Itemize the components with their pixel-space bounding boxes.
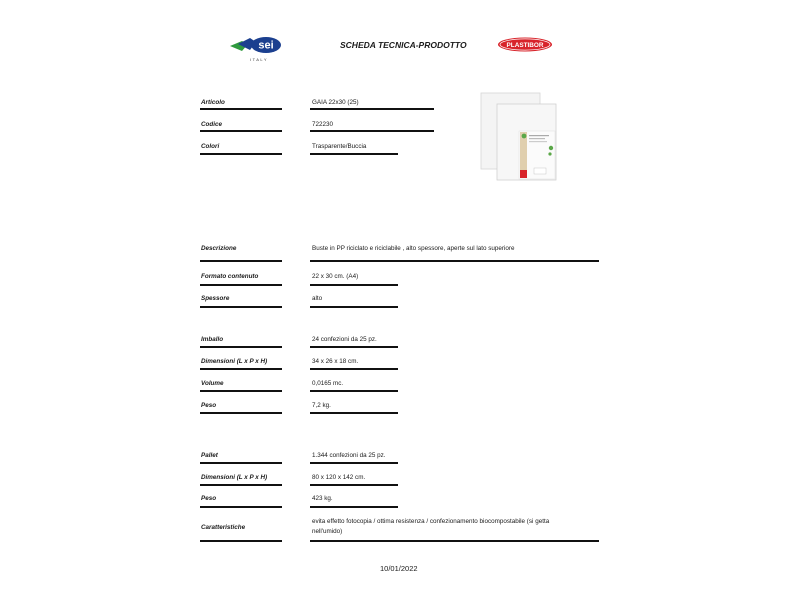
underline-label bbox=[200, 540, 282, 542]
product-image bbox=[476, 90, 560, 182]
value-caratteristiche-line1: evita effetto fotocopia / ottima resistenza / confezionamento biocompostabile (si getta bbox=[312, 518, 550, 525]
sei-logo-text: sei bbox=[258, 39, 274, 52]
label-dimensioni-pallet: Dimensioni (L x P x H) bbox=[201, 474, 268, 481]
underline-label bbox=[200, 153, 282, 155]
underline-value bbox=[310, 506, 398, 508]
underline-label bbox=[200, 368, 282, 370]
document-title: SCHEDA TECNICA-PRODOTTO bbox=[340, 40, 467, 50]
label-peso-pallet: Peso bbox=[201, 495, 217, 502]
label-pallet: Pallet bbox=[201, 452, 218, 459]
label-spessore: Spessore bbox=[201, 295, 230, 302]
underline-label bbox=[200, 284, 282, 286]
underline-value bbox=[310, 412, 398, 414]
label-descrizione: Descrizione bbox=[201, 245, 237, 252]
underline-label bbox=[200, 484, 282, 486]
underline-label bbox=[200, 412, 282, 414]
value-volume: 0,0165 mc. bbox=[312, 380, 344, 387]
underline-value bbox=[310, 540, 599, 542]
value-spessore: alto bbox=[312, 295, 323, 302]
label-volume: Volume bbox=[201, 380, 224, 387]
underline-value bbox=[310, 390, 398, 392]
value-imballo: 24 confezioni da 25 pz. bbox=[312, 336, 377, 343]
underline-label bbox=[200, 506, 282, 508]
sei-italy-text: ITALY bbox=[250, 57, 269, 62]
value-peso-pallet: 423 kg. bbox=[312, 495, 333, 502]
underline-value bbox=[310, 260, 599, 262]
underline-value bbox=[310, 306, 398, 308]
underline-value bbox=[310, 484, 398, 486]
label-colori: Colori bbox=[201, 143, 220, 150]
label-dimensioni-imballo: Dimensioni (L x P x H) bbox=[201, 358, 268, 365]
value-formato-contenuto: 22 x 30 cm. (A4) bbox=[312, 273, 359, 280]
label-formato-contenuto: Formato contenuto bbox=[201, 273, 259, 280]
underline-value bbox=[310, 462, 398, 464]
value-colori: Trasparente/Buccia bbox=[312, 143, 367, 150]
label-codice: Codice bbox=[201, 121, 222, 128]
label-imballo: Imballo bbox=[201, 336, 224, 343]
underline-label bbox=[200, 260, 282, 262]
plastibor-logo bbox=[497, 37, 553, 52]
value-pallet: 1.344 confezioni da 25 pz. bbox=[312, 452, 386, 459]
label-peso-imballo: Peso bbox=[201, 402, 217, 409]
underline-label bbox=[200, 108, 282, 110]
underline-label bbox=[200, 306, 282, 308]
footer-date: 10/01/2022 bbox=[380, 564, 418, 573]
underline-value bbox=[310, 368, 398, 370]
value-dimensioni-pallet: 80 x 120 x 142 cm. bbox=[312, 474, 366, 481]
label-articolo: Articolo bbox=[201, 99, 225, 106]
value-codice: 722230 bbox=[312, 121, 334, 128]
plastibor-logo-text: PLASTIBOR bbox=[506, 42, 544, 49]
value-peso-imballo: 7,2 kg. bbox=[312, 402, 331, 409]
underline-label bbox=[200, 462, 282, 464]
underline-value bbox=[310, 130, 434, 132]
underline-value bbox=[310, 153, 398, 155]
underline-value bbox=[310, 284, 398, 286]
label-caratteristiche: Caratteristiche bbox=[201, 524, 246, 531]
underline-label bbox=[200, 390, 282, 392]
value-descrizione: Buste in PP riciclato e riciclabile , alto spessore, aperte sul lato superiore bbox=[312, 245, 515, 252]
value-dimensioni-imballo: 34 x 26 x 18 cm. bbox=[312, 358, 359, 365]
underline-value bbox=[310, 346, 398, 348]
underline-label bbox=[200, 346, 282, 348]
value-articolo: GAIA 22x30 (25) bbox=[312, 99, 359, 106]
underline-value bbox=[310, 108, 434, 110]
underline-label bbox=[200, 130, 282, 132]
value-caratteristiche-line2: nell'umido) bbox=[312, 528, 343, 535]
